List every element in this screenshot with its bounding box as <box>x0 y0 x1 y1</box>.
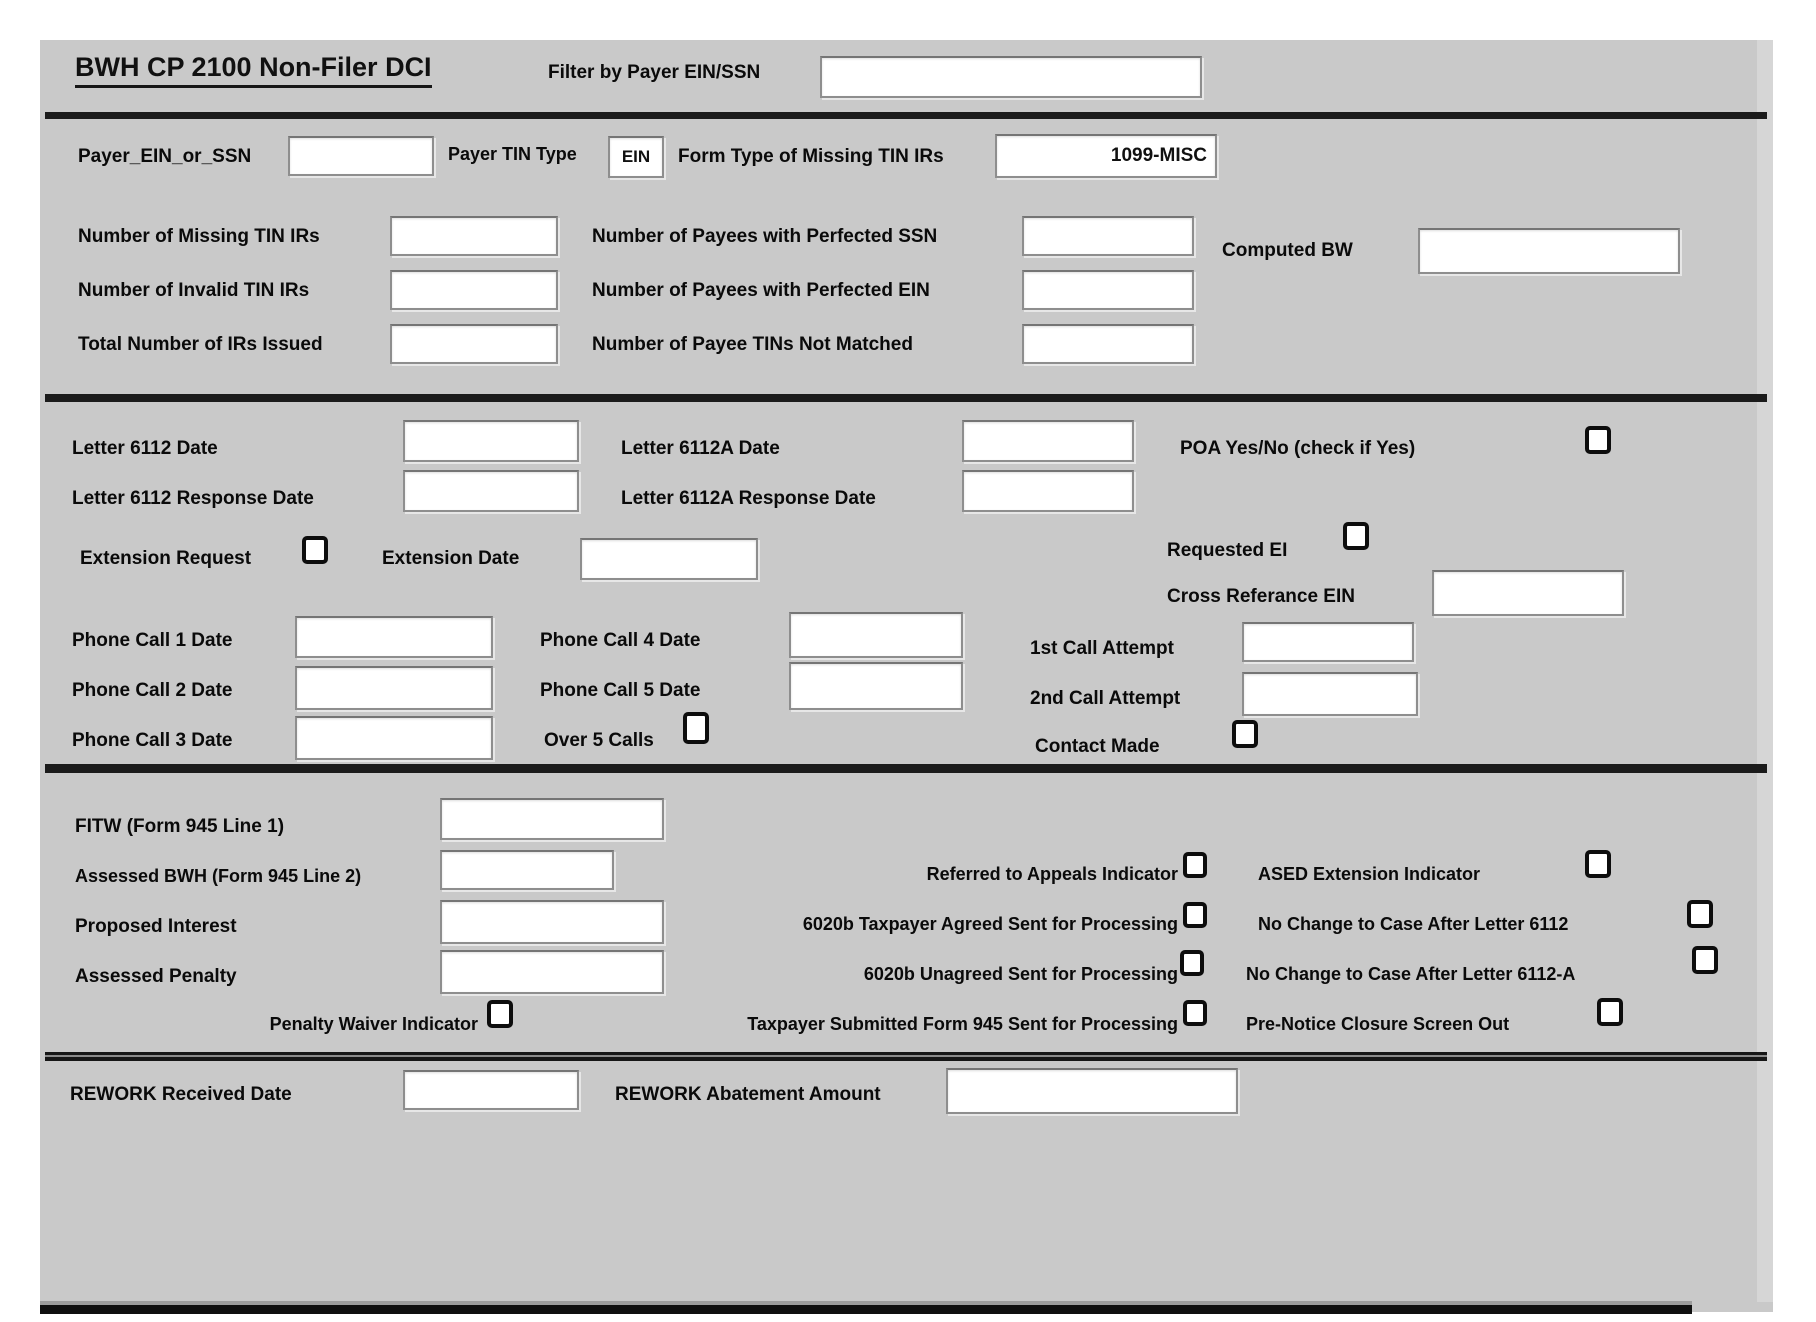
second-call-attempt-input[interactable] <box>1242 672 1418 716</box>
phone-call-4-label: Phone Call 4 Date <box>540 630 701 651</box>
assessed-penalty-input[interactable] <box>440 950 664 994</box>
ased-extension-label: ASED Extension Indicator <box>1258 864 1481 884</box>
header-divider <box>45 112 1767 119</box>
extension-request-checkbox[interactable] <box>302 536 328 564</box>
pre-notice-label: Pre-Notice Closure Screen Out <box>1246 1014 1510 1034</box>
6020b-unagreed-checkbox[interactable] <box>1180 950 1204 976</box>
computed-bw-label: Computed BW <box>1222 240 1353 261</box>
bottom-divider <box>40 1301 1692 1314</box>
extension-date-input[interactable] <box>580 538 758 580</box>
extension-request-label: Extension Request <box>80 548 252 569</box>
letter-6112a-response-input[interactable] <box>962 470 1134 512</box>
payer-ein-input[interactable] <box>288 136 434 176</box>
panel-right-edge <box>1757 40 1773 1302</box>
no-change-6112a-label: No Change to Case After Letter 6112-A <box>1246 964 1576 984</box>
poa-checkbox[interactable] <box>1585 426 1611 454</box>
requested-ei-label: Requested EI <box>1167 540 1288 561</box>
first-call-attempt-label: 1st Call Attempt <box>1030 638 1174 659</box>
section-divider-3 <box>45 1052 1767 1061</box>
payer-tin-type-label: Payer TIN Type <box>448 144 577 164</box>
letter-6112a-date-input[interactable] <box>962 420 1134 462</box>
page-title: BWH CP 2100 Non-Filer DCI <box>75 52 432 88</box>
proposed-interest-input[interactable] <box>440 900 664 944</box>
submitted-945-checkbox[interactable] <box>1183 1000 1207 1026</box>
invalid-tin-label: Number of Invalid TIN IRs <box>78 280 310 301</box>
perfected-ein-input[interactable] <box>1022 270 1194 310</box>
section-divider-1 <box>45 394 1767 402</box>
assessed-penalty-label: Assessed Penalty <box>75 966 237 987</box>
perfected-ssn-input[interactable] <box>1022 216 1194 256</box>
perfected-ein-label: Number of Payees with Perfected EIN <box>592 280 930 301</box>
no-change-6112-checkbox[interactable] <box>1687 900 1713 928</box>
6020b-agreed-checkbox[interactable] <box>1183 902 1207 928</box>
appeals-indicator-checkbox[interactable] <box>1183 852 1207 878</box>
submitted-945-label: Taxpayer Submitted Form 945 Sent for Processing <box>747 1014 1178 1034</box>
payer-tin-type-input[interactable]: EIN <box>608 136 664 178</box>
6020b-unagreed-label: 6020b Unagreed Sent for Processing <box>863 964 1178 984</box>
assessed-bwh-input[interactable] <box>440 850 614 890</box>
fitw-label: FITW (Form 945 Line 1) <box>75 816 285 837</box>
filter-label: Filter by Payer EIN/SSN <box>548 62 761 83</box>
payer-ein-label: Payer_EIN_or_SSN <box>78 146 252 167</box>
letter-6112a-date-label: Letter 6112A Date <box>621 438 780 459</box>
rework-abatement-input[interactable] <box>946 1068 1238 1114</box>
penalty-waiver-checkbox[interactable] <box>487 1000 513 1028</box>
letter-6112-response-input[interactable] <box>403 470 579 512</box>
assessed-bwh-label: Assessed BWH (Form 945 Line 2) <box>75 866 362 886</box>
not-matched-label: Number of Payee TINs Not Matched <box>592 334 913 355</box>
perfected-ssn-label: Number of Payees with Perfected SSN <box>592 226 938 247</box>
no-change-6112-label: No Change to Case After Letter 6112 <box>1258 914 1569 934</box>
no-change-6112a-checkbox[interactable] <box>1692 946 1718 974</box>
letter-6112-date-input[interactable] <box>403 420 579 462</box>
filter-input[interactable] <box>820 56 1202 98</box>
poa-label: POA Yes/No (check if Yes) <box>1180 438 1416 459</box>
not-matched-input[interactable] <box>1022 324 1194 364</box>
appeals-indicator-label: Referred to Appeals Indicator <box>926 864 1178 884</box>
section-divider-2 <box>45 764 1767 773</box>
letter-6112-date-label: Letter 6112 Date <box>72 438 218 459</box>
rework-received-label: REWORK Received Date <box>70 1084 292 1105</box>
fitw-input[interactable] <box>440 798 664 840</box>
invalid-tin-input[interactable] <box>390 270 558 310</box>
phone-call-5-label: Phone Call 5 Date <box>540 680 701 701</box>
extension-date-label: Extension Date <box>382 548 520 569</box>
ased-extension-checkbox[interactable] <box>1585 850 1611 878</box>
over-5-calls-label: Over 5 Calls <box>544 730 654 751</box>
phone-call-4-input[interactable] <box>789 612 963 658</box>
phone-call-2-input[interactable] <box>295 666 493 710</box>
total-irs-input[interactable] <box>390 324 558 364</box>
total-irs-label: Total Number of IRs Issued <box>78 334 323 355</box>
pre-notice-checkbox[interactable] <box>1597 998 1623 1026</box>
over-5-calls-checkbox[interactable] <box>683 712 709 744</box>
requested-ei-checkbox[interactable] <box>1343 522 1369 550</box>
phone-call-2-label: Phone Call 2 Date <box>72 680 233 701</box>
cross-ref-ein-label: Cross Referance EIN <box>1167 586 1355 607</box>
rework-abatement-label: REWORK Abatement Amount <box>615 1084 881 1105</box>
phone-call-3-input[interactable] <box>295 716 493 760</box>
phone-call-5-input[interactable] <box>789 662 963 710</box>
first-call-attempt-input[interactable] <box>1242 622 1414 662</box>
phone-call-1-label: Phone Call 1 Date <box>72 630 233 651</box>
letter-6112-response-label: Letter 6112 Response Date <box>72 488 314 509</box>
phone-call-1-input[interactable] <box>295 616 493 658</box>
missing-tin-input[interactable] <box>390 216 558 256</box>
rework-received-input[interactable] <box>403 1070 579 1110</box>
form-type-label: Form Type of Missing TIN IRs <box>678 146 944 167</box>
6020b-agreed-label: 6020b Taxpayer Agreed Sent for Processing <box>802 914 1178 934</box>
cross-ref-ein-input[interactable] <box>1432 570 1624 616</box>
contact-made-label: Contact Made <box>1035 736 1160 757</box>
form-type-input[interactable]: 1099-MISC <box>995 134 1217 178</box>
letter-6112a-response-label: Letter 6112A Response Date <box>621 488 876 509</box>
second-call-attempt-label: 2nd Call Attempt <box>1030 688 1181 709</box>
proposed-interest-label: Proposed Interest <box>75 916 237 937</box>
missing-tin-label: Number of Missing TIN IRs <box>78 226 320 247</box>
computed-bw-input[interactable] <box>1418 228 1680 274</box>
penalty-waiver-label: Penalty Waiver Indicator <box>269 1014 478 1034</box>
contact-made-checkbox[interactable] <box>1232 720 1258 748</box>
phone-call-3-label: Phone Call 3 Date <box>72 730 233 751</box>
